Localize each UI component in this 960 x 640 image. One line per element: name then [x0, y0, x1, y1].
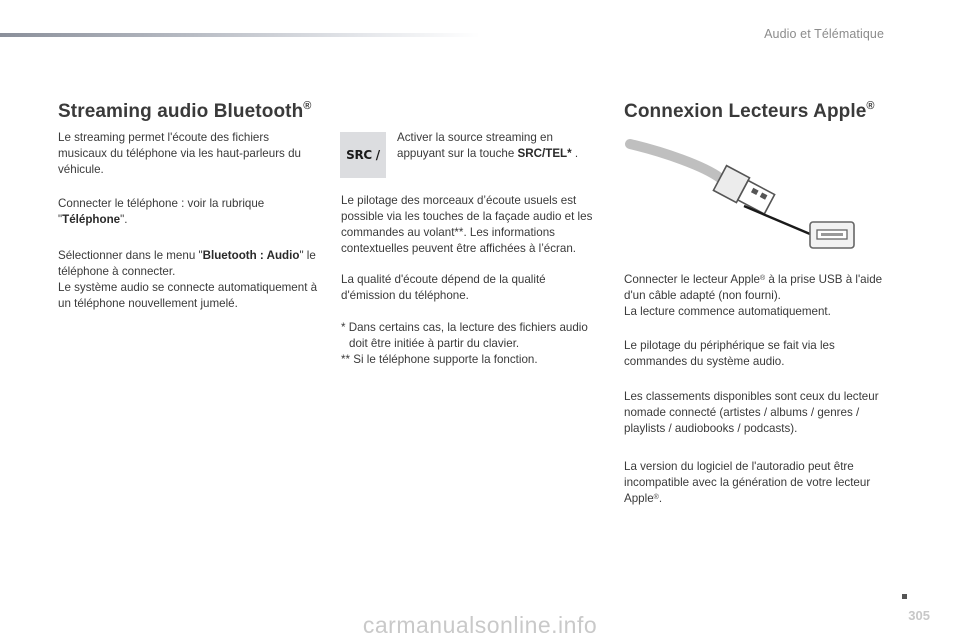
apple-heading-text: Connexion Lecteurs Apple — [624, 101, 867, 122]
text-fragment: La qualité d'écoute dépend de la qualité d'émission du téléphone. — [341, 273, 546, 302]
registered-mark: ® — [653, 494, 659, 501]
registered-mark: ® — [866, 100, 875, 112]
bluetooth-audio-menu-ref: Bluetooth : Audio — [202, 249, 300, 262]
text-fragment: . — [571, 147, 579, 160]
text-fragment: Connecter le téléphone : voir la rubrique " — [58, 197, 265, 226]
text-fragment: La lecture commence automatiquement. — [624, 305, 831, 318]
text-fragment: . — [658, 492, 663, 505]
telephone-menu-ref: Téléphone — [62, 213, 121, 226]
activate-streaming — [397, 130, 597, 162]
apple-heading — [624, 101, 875, 123]
watermark: carmanualsonline.info — [362, 612, 598, 638]
footnote-2 — [341, 352, 596, 368]
bluetooth-intro-text: Le streaming permet l'écoute des fichiers musicaux du téléphone via les haut-parleurs du véhicule. — [58, 131, 301, 176]
bluetooth-connect-phone — [58, 196, 320, 228]
src-tel-button-icon — [340, 132, 386, 178]
apple-compat-text — [624, 459, 886, 507]
text-fragment: à la prise USB à l'aide d'un câble adapté (non fourni). — [624, 273, 883, 302]
apple-classifications-text — [624, 389, 886, 437]
text-fragment: Le pilotage des morceaux d’écoute usuels est possible via les touches de la façade audio et les commandes au volant**. Les informations contextuelles peuvent être affichées à l’écran. — [341, 194, 593, 255]
usb-socket — [810, 222, 854, 248]
bluetooth-intro — [58, 130, 320, 178]
quality-text — [341, 272, 601, 304]
page-marker — [902, 594, 907, 599]
text-fragment: Connecter le lecteur Apple — [624, 273, 760, 286]
text-fragment: La version du logiciel de l'autoradio peut être incompatible avec la génération de votre lecteur Apple — [624, 460, 871, 505]
src-icon-label: SRC / — [346, 148, 380, 162]
bluetooth-select-menu — [58, 248, 320, 312]
apple-connect-text — [624, 272, 886, 320]
text-fragment: * Dans certains cas, la lecture des fichiers audio doit être initiée à partir du clavier. — [341, 321, 588, 350]
text-fragment: ". — [120, 213, 128, 226]
footnote-1 — [341, 320, 604, 352]
src-tel-key-ref: SRC/TEL* — [517, 147, 572, 160]
header-accent-bar — [0, 33, 480, 37]
text-fragment: Activer la source streaming en appuyant sur la touche — [397, 131, 553, 160]
section-title: Audio et Télématique — [764, 27, 884, 41]
text-fragment: ** Si le téléphone supporte la fonction. — [341, 353, 538, 366]
apple-control-text — [624, 338, 886, 370]
bluetooth-heading-text: Streaming audio Bluetooth — [58, 101, 304, 122]
auto-connect-text: Le système audio se connecte automatiquement à un téléphone nouvellement jumelé. — [58, 281, 318, 310]
registered-mark: ® — [303, 100, 312, 112]
text-fragment: Les classements disponibles sont ceux du lecteur nomade connecté (artistes / albums / genres / playlists / audiobooks / podcasts). — [624, 390, 879, 435]
registered-mark: ® — [760, 275, 766, 282]
track-control-text — [341, 193, 601, 257]
text-fragment: Sélectionner dans le menu " — [58, 249, 203, 262]
page-number: 305 — [908, 608, 930, 623]
text-fragment: " le téléphone à connecter. — [58, 249, 316, 278]
usb-port-illustration — [624, 134, 864, 254]
text-fragment: Le pilotage du périphérique se fait via les commandes du système audio. — [624, 339, 835, 368]
bluetooth-heading — [58, 101, 312, 123]
